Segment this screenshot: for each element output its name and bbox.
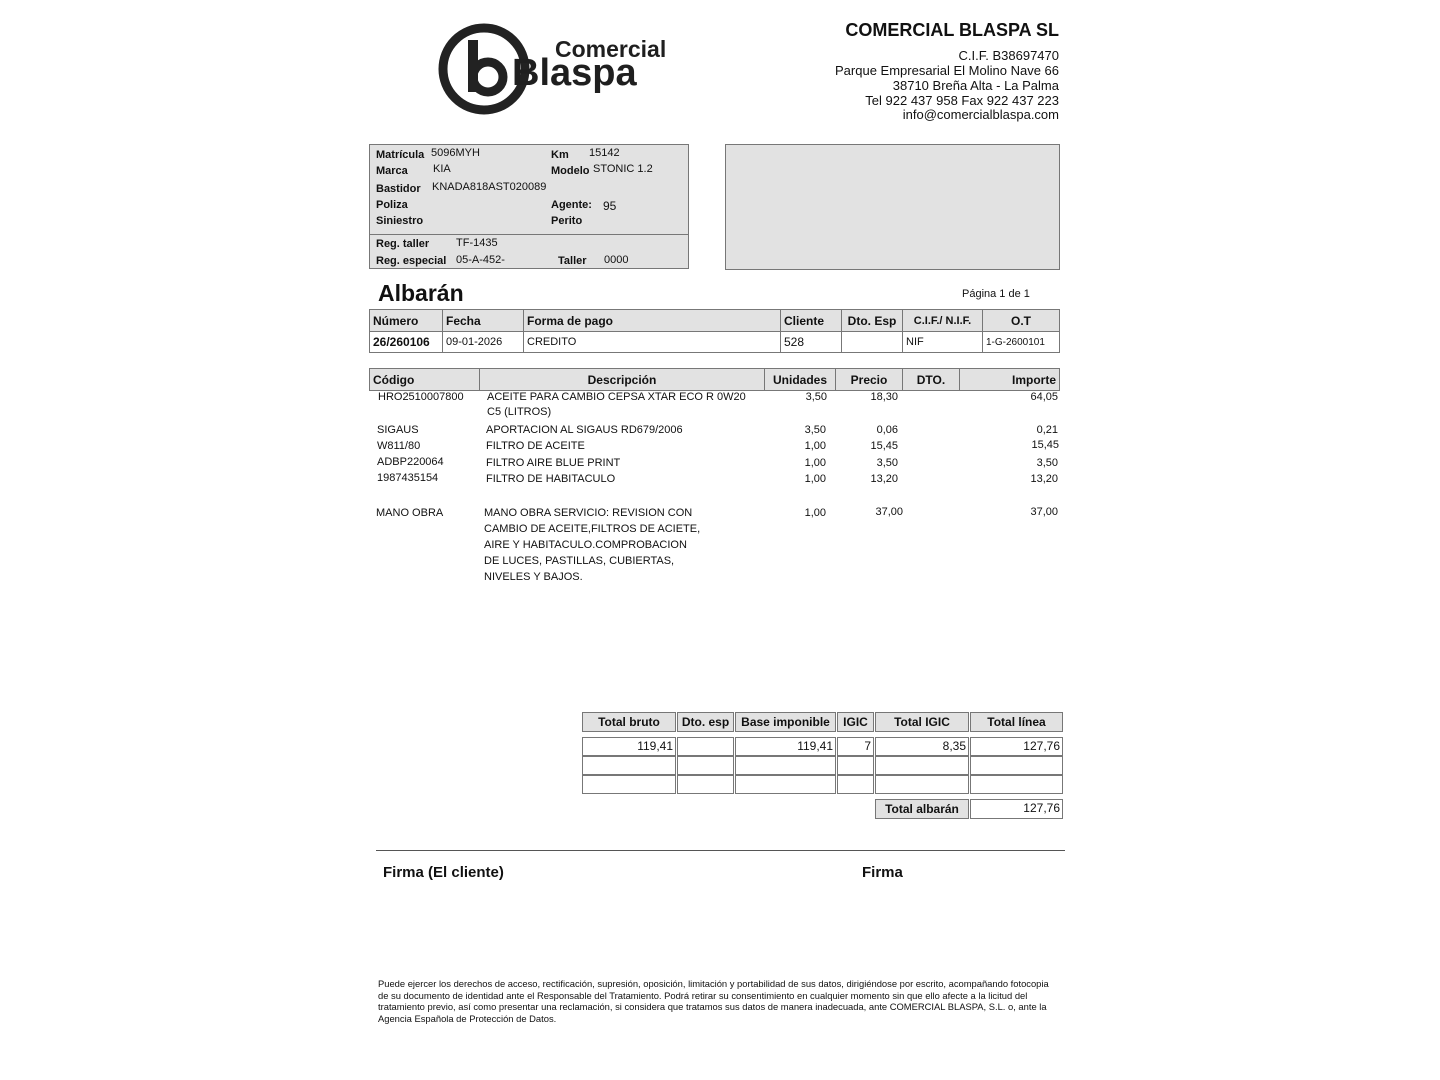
- dto-esp-value: [842, 332, 903, 353]
- line-precio: 18,30: [870, 391, 898, 403]
- totals-empty-cell: [875, 775, 969, 794]
- total-bruto-value: 119,41: [582, 737, 676, 756]
- taller-value: 0000: [604, 254, 629, 266]
- line-descripcion: ACEITE PARA CAMBIO CEPSA XTAR ECO R 0W20: [487, 391, 746, 403]
- total-igic-value: 8,35: [875, 737, 969, 756]
- line-codigo: ADBP220064: [377, 456, 444, 468]
- col-fecha: Fecha: [443, 310, 524, 332]
- siniestro-label: Siniestro: [376, 215, 424, 227]
- bastidor-label: Bastidor: [376, 183, 421, 195]
- line-precio: 15,45: [870, 440, 898, 452]
- company-address-2: 38710 Breña Alta - La Palma: [892, 78, 1059, 93]
- col-numero: Número: [370, 310, 443, 332]
- page-number: Página 1 de 1: [962, 288, 1030, 300]
- line-descripcion: FILTRO AIRE BLUE PRINT: [486, 457, 621, 469]
- totals-empty-cell: [970, 775, 1063, 794]
- line-importe: 37,00: [1030, 506, 1058, 518]
- col-importe: Importe: [960, 369, 1060, 391]
- col-dto-esp-total: Dto. esp: [677, 712, 734, 732]
- vehicle-info-box: [369, 144, 689, 269]
- totals-empty-cell: [875, 756, 969, 775]
- line-codigo: SIGAUS: [377, 424, 419, 436]
- col-codigo: Código: [370, 369, 480, 391]
- totals-empty-cell: [582, 775, 676, 794]
- agente-value: 95: [603, 199, 617, 213]
- totals-empty-cell: [970, 756, 1063, 775]
- agente-label: Agente:: [551, 199, 592, 211]
- line-descripcion-2: C5 (LITROS): [487, 406, 552, 418]
- line-importe: 0,21: [1036, 424, 1058, 436]
- total-albaran-value: 127,76: [970, 799, 1063, 819]
- matricula-value: 5096MYH: [431, 147, 480, 159]
- forma-pago-value: CREDITO: [524, 332, 781, 353]
- dto-esp-total-value: [677, 737, 734, 756]
- col-forma-pago: Forma de pago: [524, 310, 781, 332]
- totals-empty-cell: [735, 775, 836, 794]
- company-email: info@comercialblaspa.com: [902, 107, 1059, 122]
- col-base-imponible: Base imponible: [735, 712, 836, 732]
- line-descripcion: FILTRO DE ACEITE: [486, 440, 585, 452]
- fecha-value: 09-01-2026: [443, 332, 524, 353]
- line-descripcion: APORTACION AL SIGAUS RD679/2006: [486, 424, 683, 436]
- line-precio: 3,50: [876, 457, 898, 469]
- line-unidades: 1,00: [804, 440, 826, 452]
- company-phone: Tel 922 437 958 Fax 922 437 223: [865, 93, 1059, 108]
- total-linea-value: 127,76: [970, 737, 1063, 756]
- taller-label: Taller: [558, 255, 587, 267]
- marca-label: Marca: [376, 165, 408, 177]
- col-dto-esp: Dto. Esp: [842, 310, 903, 332]
- col-descripcion: Descripción: [480, 369, 765, 391]
- line-unidades: 1,00: [804, 457, 826, 469]
- totals-empty-cell: [735, 756, 836, 775]
- line-descripcion-4: DE LUCES, PASTILLAS, CUBIERTAS,: [484, 555, 675, 567]
- line-importe: 3,50: [1036, 457, 1058, 469]
- totals-empty-cell: [677, 756, 734, 775]
- col-precio: Precio: [836, 369, 903, 391]
- col-total-bruto: Total bruto: [582, 712, 676, 732]
- company-name: COMERCIAL BLASPA SL: [845, 20, 1059, 40]
- line-importe: 13,20: [1030, 473, 1058, 485]
- lines-header-table: [369, 368, 1060, 391]
- igic-value: 7: [837, 737, 874, 756]
- company-address-1: Parque Empresarial El Molino Nave 66: [835, 63, 1059, 78]
- line-codigo: MANO OBRA: [376, 507, 444, 519]
- col-total-linea: Total línea: [970, 712, 1063, 732]
- line-unidades: 3,50: [805, 391, 827, 403]
- matricula-label: Matrícula: [376, 149, 425, 161]
- col-dto: DTO.: [903, 369, 960, 391]
- customer-address-box: [725, 144, 1060, 270]
- modelo-value: STONIC 1.2: [593, 163, 653, 175]
- line-precio: 0,06: [876, 424, 898, 436]
- logo-text-blaspa: Blaspa: [512, 52, 637, 94]
- document-title: Albarán: [378, 280, 464, 306]
- line-unidades: 1,00: [804, 507, 826, 519]
- line-precio: 37,00: [875, 506, 903, 518]
- reg-especial-label: Reg. especial: [376, 255, 447, 267]
- col-unidades: Unidades: [765, 369, 836, 391]
- km-value: 15142: [589, 147, 620, 159]
- ot-value: 1-G-2600101: [983, 332, 1060, 353]
- document-header-table: [369, 309, 1060, 353]
- col-cif: C.I.F./ N.I.F.: [903, 310, 983, 332]
- cif-value: NIF: [903, 332, 983, 353]
- totals-empty-cell: [837, 756, 874, 775]
- signature-divider: [376, 850, 1065, 851]
- line-descripcion: MANO OBRA SERVICIO: REVISION CON: [484, 507, 693, 519]
- signature-label: Firma: [862, 864, 903, 881]
- line-unidades: 1,00: [804, 473, 826, 485]
- totals-empty-cell: [582, 756, 676, 775]
- line-descripcion-2: CAMBIO DE ACEITE,FILTROS DE ACIETE,: [484, 523, 701, 535]
- marca-value: KIA: [433, 163, 451, 175]
- line-codigo: HRO2510007800: [378, 391, 464, 403]
- logo-text-comercial: Comercial: [555, 36, 667, 62]
- signature-client-label: Firma (El cliente): [383, 864, 504, 881]
- privacy-notice: Puede ejercer los derechos de acceso, rectificación, supresión, oposición, limitación y portabilidad de sus datos, dirigiéndose por escrito, acompañando fotocopia de su documento de identidad ante el Responsable del Tratamiento. Podrá retirar su consentimiento en cualquier momento sin que ello afecte a la licitud del tratamiento previo, así como presentar una reclamación, si considera que tratamos sus datos de manera inadecuada, ante COMERCIAL BLASPA, S.L. o, ante la Agencia Española de Protección de Datos.: [378, 978, 1049, 1024]
- modelo-label: Modelo: [551, 165, 590, 177]
- line-importe: 64,05: [1030, 391, 1058, 403]
- company-cif: C.I.F. B38697470: [958, 48, 1059, 63]
- col-ot: O.T: [983, 310, 1060, 332]
- line-descripcion-5: NIVELES Y BAJOS.: [484, 571, 583, 583]
- col-cliente: Cliente: [781, 310, 842, 332]
- line-descripcion-3: AIRE Y HABITACULO.COMPROBACION: [484, 539, 687, 551]
- col-total-igic: Total IGIC: [875, 712, 969, 732]
- numero-value: 26/260106: [370, 332, 443, 353]
- base-imponible-value: 119,41: [735, 737, 836, 756]
- cliente-value: 528: [781, 332, 842, 353]
- km-label: Km: [551, 149, 569, 161]
- reg-especial-value: 05-A-452-: [456, 254, 505, 266]
- vehicle-box-divider: [370, 234, 688, 235]
- line-codigo: 1987435154: [377, 472, 439, 484]
- line-importe: 15,45: [1031, 439, 1059, 451]
- poliza-label: Poliza: [376, 199, 408, 211]
- col-igic: IGIC: [837, 712, 874, 732]
- perito-label: Perito: [551, 215, 583, 227]
- line-precio: 13,20: [870, 473, 898, 485]
- totals-empty-cell: [677, 775, 734, 794]
- total-albaran-label: Total albarán: [875, 799, 969, 819]
- totals-empty-cell: [837, 775, 874, 794]
- line-descripcion: FILTRO DE HABITACULO: [486, 473, 616, 485]
- line-unidades: 3,50: [804, 424, 826, 436]
- bastidor-value: KNADA818AST020089: [432, 181, 547, 193]
- reg-taller-value: TF-1435: [456, 237, 498, 249]
- line-codigo: W811/80: [377, 440, 421, 452]
- reg-taller-label: Reg. taller: [376, 238, 430, 250]
